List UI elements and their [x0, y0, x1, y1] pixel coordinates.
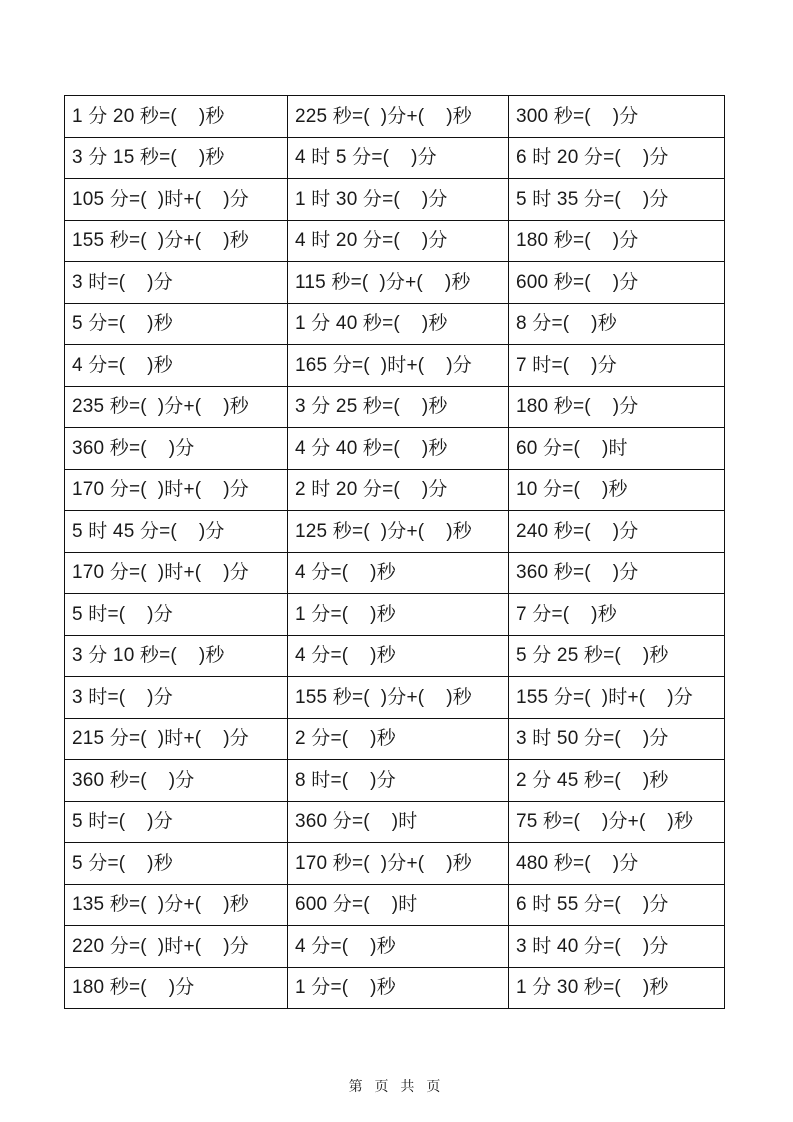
- exercise-cell: 5 分=( )秒: [65, 843, 288, 885]
- exercise-cell: 180 秒=( )分: [509, 386, 725, 428]
- table-row: [65, 137, 725, 179]
- table-row: [65, 345, 725, 387]
- exercise-cell: 5 时 35 分=( )分: [509, 179, 725, 221]
- table-row: [65, 967, 725, 1009]
- table-row: [65, 511, 725, 553]
- exercise-cell: 3 分 15 秒=( )秒: [65, 137, 288, 179]
- table-row: [65, 552, 725, 594]
- exercise-cell: 1 时 30 分=( )分: [288, 179, 509, 221]
- table-row: [65, 677, 725, 719]
- exercise-cell: 220 分=( )时+( )分: [65, 926, 288, 968]
- exercise-cell: 2 分=( )秒: [288, 718, 509, 760]
- exercise-cell: 6 时 20 分=( )分: [509, 137, 725, 179]
- exercise-cell: 155 分=( )时+( )分: [509, 677, 725, 719]
- exercise-cell: 1 分 40 秒=( )秒: [288, 303, 509, 345]
- exercise-cell: 6 时 55 分=( )分: [509, 884, 725, 926]
- table-row: [65, 386, 725, 428]
- conversion-table-body: [65, 96, 725, 1009]
- table-row: [65, 718, 725, 760]
- exercise-cell: 5 时=( )分: [65, 801, 288, 843]
- exercise-cell: 3 分 25 秒=( )秒: [288, 386, 509, 428]
- table-row: [65, 96, 725, 138]
- exercise-cell: 240 秒=( )分: [509, 511, 725, 553]
- table-row: [65, 262, 725, 304]
- table-row: [65, 220, 725, 262]
- exercise-cell: 360 秒=( )分: [65, 760, 288, 802]
- exercise-cell: 125 秒=( )分+( )秒: [288, 511, 509, 553]
- exercise-cell: 600 秒=( )分: [509, 262, 725, 304]
- table-row: [65, 303, 725, 345]
- exercise-cell: 170 分=( )时+( )分: [65, 552, 288, 594]
- exercise-cell: 5 分 25 秒=( )秒: [509, 635, 725, 677]
- table-row: [65, 179, 725, 221]
- exercise-cell: 165 分=( )时+( )分: [288, 345, 509, 387]
- exercise-cell: 4 时 5 分=( )分: [288, 137, 509, 179]
- exercise-cell: 600 分=( )时: [288, 884, 509, 926]
- exercise-cell: 4 分=( )秒: [65, 345, 288, 387]
- exercise-cell: 5 分=( )秒: [65, 303, 288, 345]
- exercise-cell: 3 时=( )分: [65, 677, 288, 719]
- exercise-cell: 2 时 20 分=( )分: [288, 469, 509, 511]
- exercise-cell: 7 时=( )分: [509, 345, 725, 387]
- exercise-cell: 4 分=( )秒: [288, 926, 509, 968]
- exercise-cell: 3 分 10 秒=( )秒: [65, 635, 288, 677]
- exercise-cell: 4 分=( )秒: [288, 635, 509, 677]
- table-row: [65, 884, 725, 926]
- exercise-cell: 5 时=( )分: [65, 594, 288, 636]
- table-row: [65, 635, 725, 677]
- exercise-cell: 4 分 40 秒=( )秒: [288, 428, 509, 470]
- exercise-cell: 180 秒=( )分: [65, 967, 288, 1009]
- conversion-exercise-table: [64, 95, 725, 1009]
- exercise-cell: 8 分=( )秒: [509, 303, 725, 345]
- exercise-cell: 75 秒=( )分+( )秒: [509, 801, 725, 843]
- exercise-cell: 170 分=( )时+( )分: [65, 469, 288, 511]
- table-row: [65, 594, 725, 636]
- table-row: [65, 428, 725, 470]
- exercise-cell: 225 秒=( )分+( )秒: [288, 96, 509, 138]
- exercise-cell: 3 时 50 分=( )分: [509, 718, 725, 760]
- exercise-cell: 1 分=( )秒: [288, 967, 509, 1009]
- page-footer: 第 页 共 页: [348, 1078, 445, 1094]
- table-row: [65, 469, 725, 511]
- table-row: [65, 760, 725, 802]
- exercise-cell: 2 分 45 秒=( )秒: [509, 760, 725, 802]
- exercise-cell: 215 分=( )时+( )分: [65, 718, 288, 760]
- exercise-cell: 360 秒=( )分: [65, 428, 288, 470]
- exercise-cell: 5 时 45 分=( )分: [65, 511, 288, 553]
- exercise-cell: 480 秒=( )分: [509, 843, 725, 885]
- exercise-cell: 360 分=( )时: [288, 801, 509, 843]
- exercise-cell: 4 分=( )秒: [288, 552, 509, 594]
- exercise-cell: 1 分=( )秒: [288, 594, 509, 636]
- exercise-cell: 4 时 20 分=( )分: [288, 220, 509, 262]
- exercise-cell: 155 秒=( )分+( )秒: [288, 677, 509, 719]
- exercise-cell: 105 分=( )时+( )分: [65, 179, 288, 221]
- table-row: [65, 801, 725, 843]
- exercise-cell: 135 秒=( )分+( )秒: [65, 884, 288, 926]
- exercise-cell: 3 时 40 分=( )分: [509, 926, 725, 968]
- exercise-cell: 1 分 20 秒=( )秒: [65, 96, 288, 138]
- exercise-cell: 8 时=( )分: [288, 760, 509, 802]
- exercise-cell: 10 分=( )秒: [509, 469, 725, 511]
- table-row: [65, 926, 725, 968]
- table-row: [65, 843, 725, 885]
- exercise-cell: 3 时=( )分: [65, 262, 288, 304]
- exercise-cell: 170 秒=( )分+( )秒: [288, 843, 509, 885]
- exercise-cell: 180 秒=( )分: [509, 220, 725, 262]
- exercise-cell: 1 分 30 秒=( )秒: [509, 967, 725, 1009]
- exercise-cell: 115 秒=( )分+( )秒: [288, 262, 509, 304]
- exercise-cell: 155 秒=( )分+( )秒: [65, 220, 288, 262]
- exercise-cell: 235 秒=( )分+( )秒: [65, 386, 288, 428]
- exercise-cell: 300 秒=( )分: [509, 96, 725, 138]
- exercise-cell: 360 秒=( )分: [509, 552, 725, 594]
- exercise-cell: 7 分=( )秒: [509, 594, 725, 636]
- exercise-cell: 60 分=( )时: [509, 428, 725, 470]
